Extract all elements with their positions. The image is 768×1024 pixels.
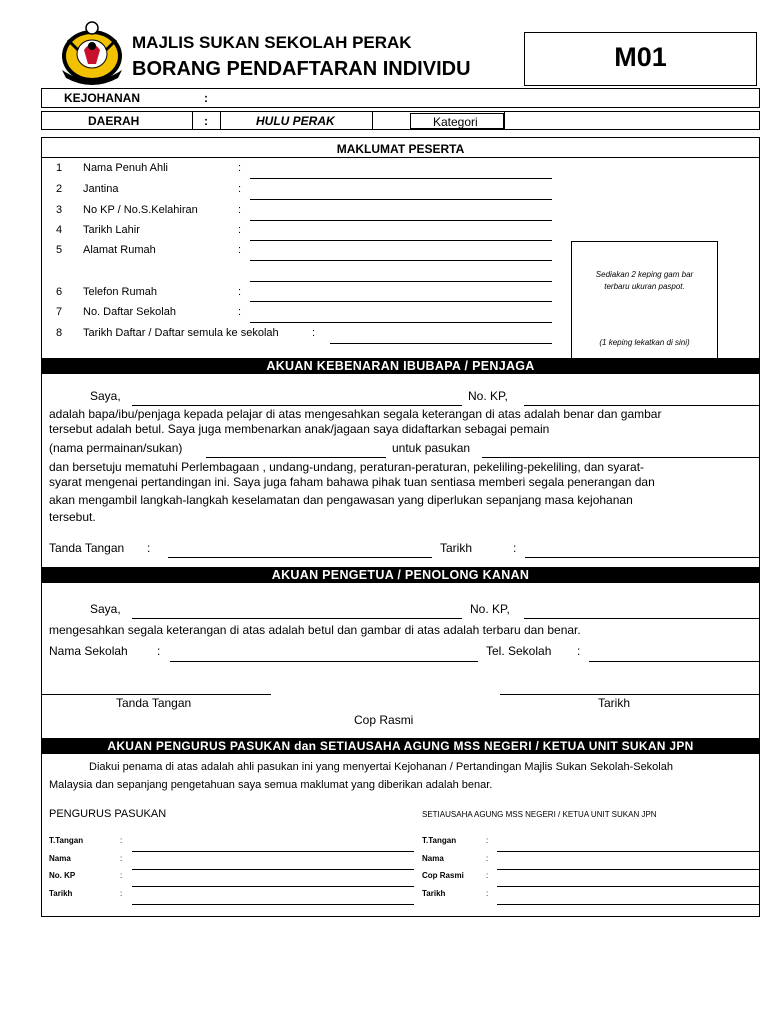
pengetua-cop-label: Cop Rasmi <box>354 713 414 727</box>
peserta-row-colon: : <box>312 327 316 339</box>
peserta-row-input-line[interactable] <box>250 240 552 241</box>
kejohanan-colon: : <box>204 91 208 105</box>
ibubapa-colon-2: : <box>513 541 517 555</box>
peserta-row-number: 4 <box>56 224 63 236</box>
peserta-row-label: Alamat Rumah <box>83 244 156 256</box>
ibubapa-nama-line[interactable] <box>132 405 462 406</box>
peserta-row-colon: : <box>238 204 242 216</box>
peserta-row-label: Tarikh Lahir <box>83 224 140 236</box>
pengetua-colon-2: : <box>577 644 581 658</box>
ibubapa-nokp-line[interactable] <box>524 405 760 406</box>
kategori-box <box>410 113 504 129</box>
setiausaha-field-colon: : <box>486 871 489 880</box>
pengurus-text-1: Diakui penama di atas adalah ahli pasukan ini yang menyertai Kejohanan / Pertandingan Majlis Sukan Sekolah-Sekolah <box>89 761 673 773</box>
pengurus-field-colon: : <box>120 836 123 845</box>
peserta-row-label: Jantina <box>83 183 119 195</box>
pengurus-field-line[interactable] <box>132 851 414 852</box>
ibubapa-colon-1: : <box>147 541 151 555</box>
ibubapa-text-5: akan mengambil langkah-langkah keselamatan dan pengawasan yang diperlukan sepanjang masa kejohanan <box>49 493 633 507</box>
form-title: BORANG PENDAFTARAN INDIVIDU <box>132 58 471 80</box>
peserta-row-input-line[interactable] <box>250 178 552 179</box>
daerah-value: HULU PERAK <box>256 114 335 128</box>
setiausaha-field-line[interactable] <box>497 869 760 870</box>
peserta-row-colon: : <box>238 183 242 195</box>
setiausaha-field-line[interactable] <box>497 904 760 905</box>
ibubapa-permainan: (nama permainan/sukan) <box>49 441 183 455</box>
ibubapa-title-bar: AKUAN KEBENARAN IBUBAPA / PENJAGA <box>41 358 760 374</box>
peserta-row-number: 7 <box>56 306 63 318</box>
pengetua-saya: Saya, <box>90 602 121 616</box>
perak-crest-logo <box>58 20 126 86</box>
setiausaha-field-label: T.Tangan <box>422 836 457 845</box>
pengurus-text-2: Malaysia dan sepanjang pengetahuan saya semua maklumat yang diberikan adalah benar. <box>49 779 493 791</box>
peserta-row-number: 5 <box>56 244 63 256</box>
ibubapa-nokp: No. KP, <box>468 389 508 403</box>
ibubapa-tandatangan-line[interactable] <box>168 557 432 558</box>
peserta-row-label: No. Daftar Sekolah <box>83 306 176 318</box>
daerah-row <box>41 111 760 130</box>
peserta-row-label: Telefon Rumah <box>83 286 157 298</box>
daerah-label: DAERAH <box>88 114 140 128</box>
peserta-row-colon: : <box>238 286 242 298</box>
peserta-row-input-line[interactable] <box>250 322 552 323</box>
setiausaha-field-colon: : <box>486 889 489 898</box>
ibubapa-tarikh-line[interactable] <box>525 557 760 558</box>
ibubapa-untuk: untuk pasukan <box>392 441 471 455</box>
ibubapa-text-6: tersebut. <box>49 510 96 524</box>
pengetua-nokp-line[interactable] <box>524 618 760 619</box>
pengetua-tarikh-label: Tarikh <box>598 696 631 710</box>
pengurus-field-label: Nama <box>49 854 71 863</box>
pengurus-field-colon: : <box>120 871 123 880</box>
peserta-alamat-line-2[interactable] <box>250 281 552 282</box>
daerah-colon: : <box>204 114 208 128</box>
peserta-row-number: 2 <box>56 183 63 195</box>
pengurus-field-line[interactable] <box>132 886 414 887</box>
pengurus-field-label: No. KP <box>49 871 76 880</box>
peserta-row-number: 6 <box>56 286 63 298</box>
peserta-row-colon: : <box>238 162 242 174</box>
peserta-row-input-line[interactable] <box>250 301 552 302</box>
ibubapa-text-4: syarat mengenai pertandingan ini. Saya juga faham bahawa pihak tuan sentiasa memberi segala penerangan dan <box>49 475 655 489</box>
setiausaha-field-line[interactable] <box>497 886 760 887</box>
pengurus-left-title: PENGURUS PASUKAN <box>49 808 167 820</box>
peserta-row-input-line[interactable] <box>250 220 552 221</box>
org-name: MAJLIS SUKAN SEKOLAH PERAK <box>132 33 412 52</box>
ibubapa-tandatangan-label: Tanda Tangan <box>49 541 125 555</box>
ibubapa-text-1: adalah bapa/ibu/penjaga kepada pelajar di atas mengesahkan segala keterangan di atas adalah benar dan gambar <box>49 407 662 421</box>
setiausaha-field-colon: : <box>486 836 489 845</box>
peserta-row-colon: : <box>238 224 242 236</box>
peserta-row-label: Tarikh Daftar / Daftar semula ke sekolah <box>83 327 279 339</box>
pengurus-right-title: SETIAUSAHA AGUNG MSS NEGERI / KETUA UNIT SUKAN JPN <box>422 810 657 819</box>
peserta-row-label: No KP / No.S.Kelahiran <box>83 204 198 216</box>
form-code-box <box>524 32 757 86</box>
peserta-title: MAKLUMAT PESERTA <box>336 142 465 156</box>
pengurus-title-bar: AKUAN PENGURUS PASUKAN dan SETIAUSAHA AGUNG MSS NEGERI / KETUA UNIT SUKAN JPN <box>41 738 760 754</box>
peserta-row-colon: : <box>238 306 242 318</box>
peserta-row-colon: : <box>238 244 242 256</box>
photo-note-3: (1 keping lekatkan di sini) <box>599 338 690 347</box>
ibubapa-saya: Saya, <box>90 389 121 403</box>
pengetua-namasekolah-label: Nama Sekolah <box>49 644 128 658</box>
pengetua-text-1: mengesahkan segala keterangan di atas adalah betul dan gambar di atas adalah terbaru dan benar. <box>49 623 581 637</box>
setiausaha-field-label: Nama <box>422 854 444 863</box>
kategori-label: Kategori <box>433 115 478 129</box>
pengetua-tandatangan-label: Tanda Tangan <box>116 696 192 710</box>
ibubapa-pasukan-line[interactable] <box>482 457 760 458</box>
pengurus-field-colon: : <box>120 854 123 863</box>
kejohanan-label: KEJOHANAN <box>64 91 141 105</box>
setiausaha-field-line[interactable] <box>497 851 760 852</box>
pengetua-nama-line[interactable] <box>132 618 462 619</box>
peserta-row-number: 1 <box>56 162 63 174</box>
peserta-row-input-line[interactable] <box>250 199 552 200</box>
pengurus-field-label: T.Tangan <box>49 836 84 845</box>
pengetua-telsekolah-label: Tel. Sekolah <box>486 644 552 658</box>
ibubapa-tarikh-label: Tarikh <box>440 541 473 555</box>
setiausaha-field-label: Cop Rasmi <box>422 871 464 880</box>
peserta-row-label: Nama Penuh Ahli <box>83 162 168 174</box>
setiausaha-field-colon: : <box>486 854 489 863</box>
ibubapa-permainan-line[interactable] <box>206 457 386 458</box>
ibubapa-text-2: tersebut adalah betul. Saya juga membenarkan anak/jagaan saya didaftarkan sebagai pemain <box>49 422 550 436</box>
pengetua-colon-1: : <box>157 644 161 658</box>
pengurus-field-colon: : <box>120 889 123 898</box>
peserta-row-number: 3 <box>56 204 63 216</box>
photo-note-1: Sediakan 2 keping gam bar <box>595 270 694 279</box>
peserta-row-number: 8 <box>56 327 63 339</box>
pengurus-field-line[interactable] <box>132 869 414 870</box>
peserta-row-input-line[interactable] <box>250 260 552 261</box>
photo-note-2: terbaru ukuran paspot. <box>604 282 685 291</box>
pengetua-title-bar: AKUAN PENGETUA / PENOLONG KANAN <box>41 567 760 583</box>
pengurus-field-line[interactable] <box>132 904 414 905</box>
pengetua-tandatangan-line[interactable] <box>41 694 271 695</box>
photo-box <box>571 241 718 374</box>
ibubapa-text-3: dan bersetuju mematuhi Perlembagaan , undang-undang, peraturan-peraturan, pekeliling-pekeliling, dan syarat- <box>49 460 645 474</box>
pengetua-nokp: No. KP, <box>470 602 510 616</box>
pengetua-namasekolah-line[interactable] <box>170 661 478 662</box>
form-code: M01 <box>614 42 667 72</box>
pengetua-telsekolah-line[interactable] <box>589 661 760 662</box>
setiausaha-field-label: Tarikh <box>422 889 446 898</box>
kejohanan-row <box>41 88 760 108</box>
pengetua-tarikh-line[interactable] <box>500 694 760 695</box>
peserta-row-input-line[interactable] <box>330 343 552 344</box>
pengurus-field-label: Tarikh <box>49 889 73 898</box>
